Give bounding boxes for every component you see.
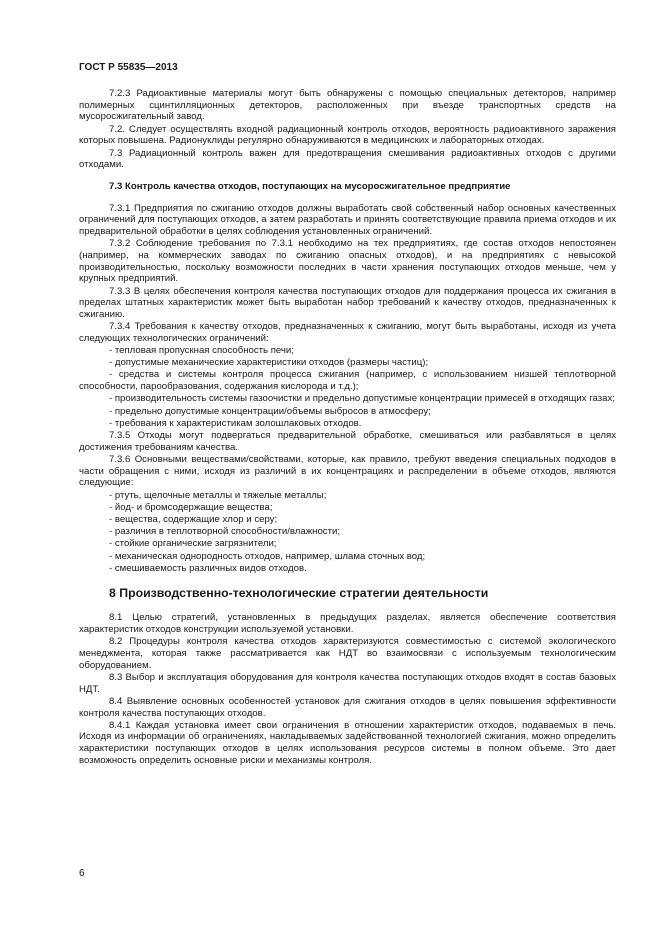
document-header: ГОСТ Р 55835—2013 (79, 62, 178, 73)
paragraph: 7.3 Радиационный контроль важен для предотвращения смешивания радиоактивных отходов с другими отходами. (79, 147, 616, 171)
page-number: 6 (79, 868, 85, 879)
paragraph: 8.4 Выявление основных особенностей установок для сжигания отходов в целях повышения эффективности контроля качества поступающих отходов. (79, 695, 616, 719)
list-item: - смешиваемость различных видов отходов. (109, 562, 307, 574)
paragraph: 7.3.5 Отходы могут подвергаться предварительной обработке, смешиваться или разбавляться в целях достижения требованиям качества. (79, 429, 616, 453)
paragraph: 8.3 Выбор и эксплуатация оборудования для контроля качества поступающих отходов входят в состав базовых НДТ. (79, 671, 616, 695)
paragraph: 7.3.3 В целях обеспечения контроля качества поступающих отходов для поддержания процесса их сжигания в пределах штатных характеристик может быть выработан набор требований к качеству отходов, предназначенных к сжиганию. (79, 285, 616, 320)
paragraph: 8.1 Целью стратегий, установленных в предыдущих разделах, является обеспечение соответствия характеристик отходов конструкции используемой установки. (79, 612, 616, 636)
paragraph: 7.2. Следует осуществлять входной радиационный контроль отходов, вероятность радиоактивного заражения которых повышена. Радионуклиды регулярно обнаруживаются в медицинских и лабораторных отходах. (79, 123, 616, 147)
document-body (79, 88, 616, 767)
paragraph: 7.3.6 Основными веществами/свойствами, которые, как правило, требуют введения специальных подходов в части обращения с ними, исходя из различий в их концентрациях и распределении в объеме отходов, являются следующие: (79, 453, 616, 489)
paragraph: 8.2 Процедуры контроля качества отходов характеризуются совместимостью с системой экологического менеджмента, которая также рассматривается как НДТ во взаимосвязи с используемым технологическим оборудованием. (79, 636, 616, 671)
list-item: - различия в теплотворной способности/влажности; (109, 526, 340, 538)
list-item: - требования к характеристикам золошлаковых отходов. (109, 417, 362, 429)
list-item: - средства и системы контроля процесса сжигания (например, с использованием низшей теплотворной способности, парообразования, содержания кислорода и т.д.); (79, 369, 616, 393)
list-item: - тепловая пропускная способность печи; (109, 345, 294, 357)
list-item: - вещества, содержащие хлор и серу; (109, 513, 278, 525)
paragraph: 7.3.1 Предприятия по сжиганию отходов должны выработать свой собственный набор основных качественных ограничений для поступающих отходов, а затем разработать и принять соответствующие правила приема отходов и их предварительной обработки в целях соблюдения установленных ограничений. (79, 202, 616, 238)
section-heading: 8 Производственно-технологические стратегии деятельности (109, 586, 489, 601)
paragraph: 8.4.1 Каждая установка имеет свои ограничения в отношении характеристик отходов, подаваемых в печь. Исходя из информации об ограничениях, накладываемых задействованной технологией сжигания, можно определить характеристики поступающих отходов в целях использования ресурсов системы в полном объеме. Это дает возможность определить основные риски и механизмы контроля. (79, 719, 616, 766)
list-item: - стойкие органические загрязнители; (109, 538, 277, 550)
subsection-heading: 7.3 Контроль качества отходов, поступающих на мусоросжигательное предприятие (109, 180, 511, 192)
list-item: - предельно допустимые концентрации/объемы выбросов в атмосферу; (109, 405, 431, 417)
paragraph: 7.3.4 Требования к качеству отходов, предназначенных к сжиганию, могут быть выработаны, исходя из учета следующих технологических ограничений: (79, 321, 616, 344)
list-item: - йод- и бромсодержащие вещества; (109, 501, 273, 513)
paragraph: 7.2.3 Радиоактивные материалы могут быть обнаружены с помощью специальных детекторов, например полимерных сцинтилляционных детекторов, расположенных при въезде транспортных средств на мусоросжигательный завод. (79, 88, 616, 123)
list-item: - допустимые механические характеристики отходов (размеры частиц); (109, 357, 429, 369)
list-item: - ртуть, щелочные металлы и тяжелые металлы; (109, 489, 327, 501)
list-item: - производительность системы газоочистки и предельно допустимые концентрации примесей в отходящих газах; (109, 393, 615, 405)
list-item: - механическая однородность отходов, например, шлама сточных вод; (109, 550, 426, 562)
paragraph: 7.3.2 Соблюдение требования по 7.3.1 необходимо на тех предприятиях, где состав отходов непостоянен (например, на коммерческих заводах по сжиганию опасных отходов), и на предприятиях с невысокой производительностью, поскольку возможности последних в части хранения поступающих отходов меньше, чем у крупных предприятий. (79, 238, 616, 285)
